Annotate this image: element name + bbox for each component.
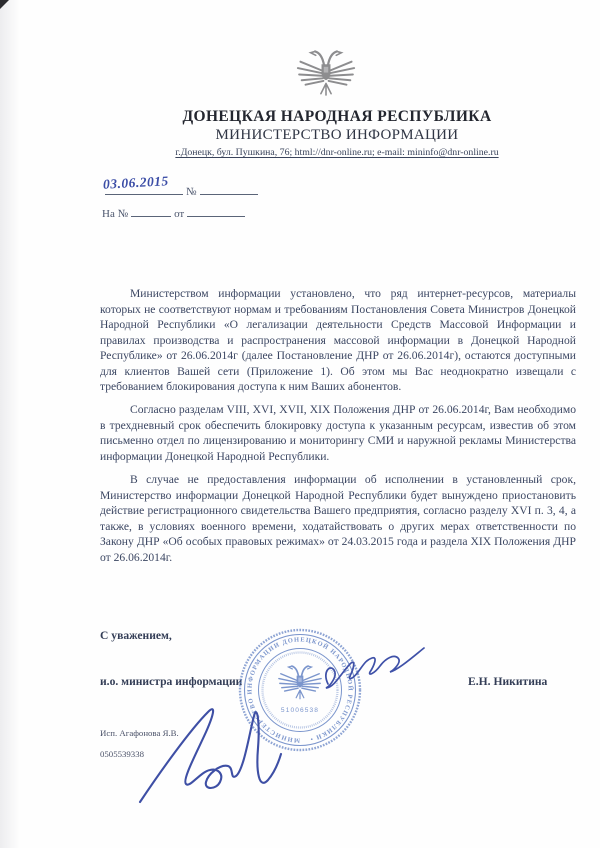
executor-signature	[132, 692, 288, 810]
number-label: №	[186, 186, 197, 198]
org-subtitle: МИНИСТЕРСТВО ИНФОРМАЦИИ	[215, 127, 459, 143]
coat-of-arms-eagle-icon	[294, 39, 358, 101]
minister-signature	[318, 642, 430, 700]
salutation: С уважением,	[100, 629, 172, 642]
scan-corner-artifact	[0, 0, 9, 9]
executor-phone: 0505539338	[100, 749, 144, 759]
paragraph-1: Министерством информации установлено, что ряд интернет-ресурсов, материалы которых не соответствуют нормам и требованиям Постановления Совета Министров Донецкой Народной Республики «О легализации деятельности Средств Массовой Информации и правилах производства и распространения массовой информации в Донецкой Народной Республике» от 26.06.2014г (далее Постановление ДНР от 26.06.2014г), остаются доступными для клиентов Вашей сети (Приложение 1). Об этом мы Вас неоднократно извещали с требованием блокирования доступа к ним Ваших абонентов.	[100, 287, 576, 394]
scan-edge-shadow	[0, 0, 20, 848]
executor-label: Исп. Агафонова Я.В.	[100, 728, 179, 738]
reply-reference-row	[102, 205, 261, 220]
signer-name: Е.Н. Никитина	[468, 675, 548, 688]
reply-infix: от	[174, 208, 185, 220]
reference-block	[102, 173, 261, 220]
stamp-serial-number: 51006538	[280, 707, 320, 714]
paragraph-3: В случае не предоставления информации об исполнении в установленный срок, Министерство информации Донецкой Народной Республики будет вынуждено приостановить действие регистрационного свидетельства Вашего предприятия, согласно разделу XVI п. 3, 4, а также, в условиях военного времени, ходатайствовать о других мерах ответственности по Закону ДНР «Об особых правовых режимах» от 24.03.2015 года и раздела XIX Положения ДНР от 26.06.2014г.	[100, 473, 576, 564]
paragraph-2: Согласно разделам VIII, XVI, XVII, XIX Положения ДНР от 26.06.2014г, Вам необходимо в трехдневный срок обеспечить блокировку доступа к указанным ресурсам, известив об этом письменно отдел по лицензированию и мониторингу СМИ и наружной рекламы Министерства информации Донецкой Народной Республики.	[100, 403, 576, 463]
reply-date-blank	[187, 205, 245, 217]
stamp-ring-text: МИНИСТЕРСТВО ИНФОРМАЦИИ ДОНЕЦКОЙ НАРОДНОЙ РЕСПУБЛИКИ •	[246, 636, 354, 744]
reply-prefix: На №	[102, 208, 129, 220]
handwritten-date: 03.06.2015	[102, 173, 170, 192]
letterhead	[77, 108, 597, 158]
letter-body	[100, 286, 576, 573]
reply-number-blank	[131, 205, 171, 217]
number-blank-line	[200, 183, 258, 195]
org-address: г.Донецк, бул. Пушкина, 76; html://dnr-online.ru; e-mail: mininfo@dnr-online.ru	[175, 147, 499, 158]
org-title: ДОНЕЦКАЯ НАРОДНАЯ РЕСПУБЛИКА	[182, 108, 492, 125]
signer-position: и.о. министра информации	[100, 675, 243, 688]
